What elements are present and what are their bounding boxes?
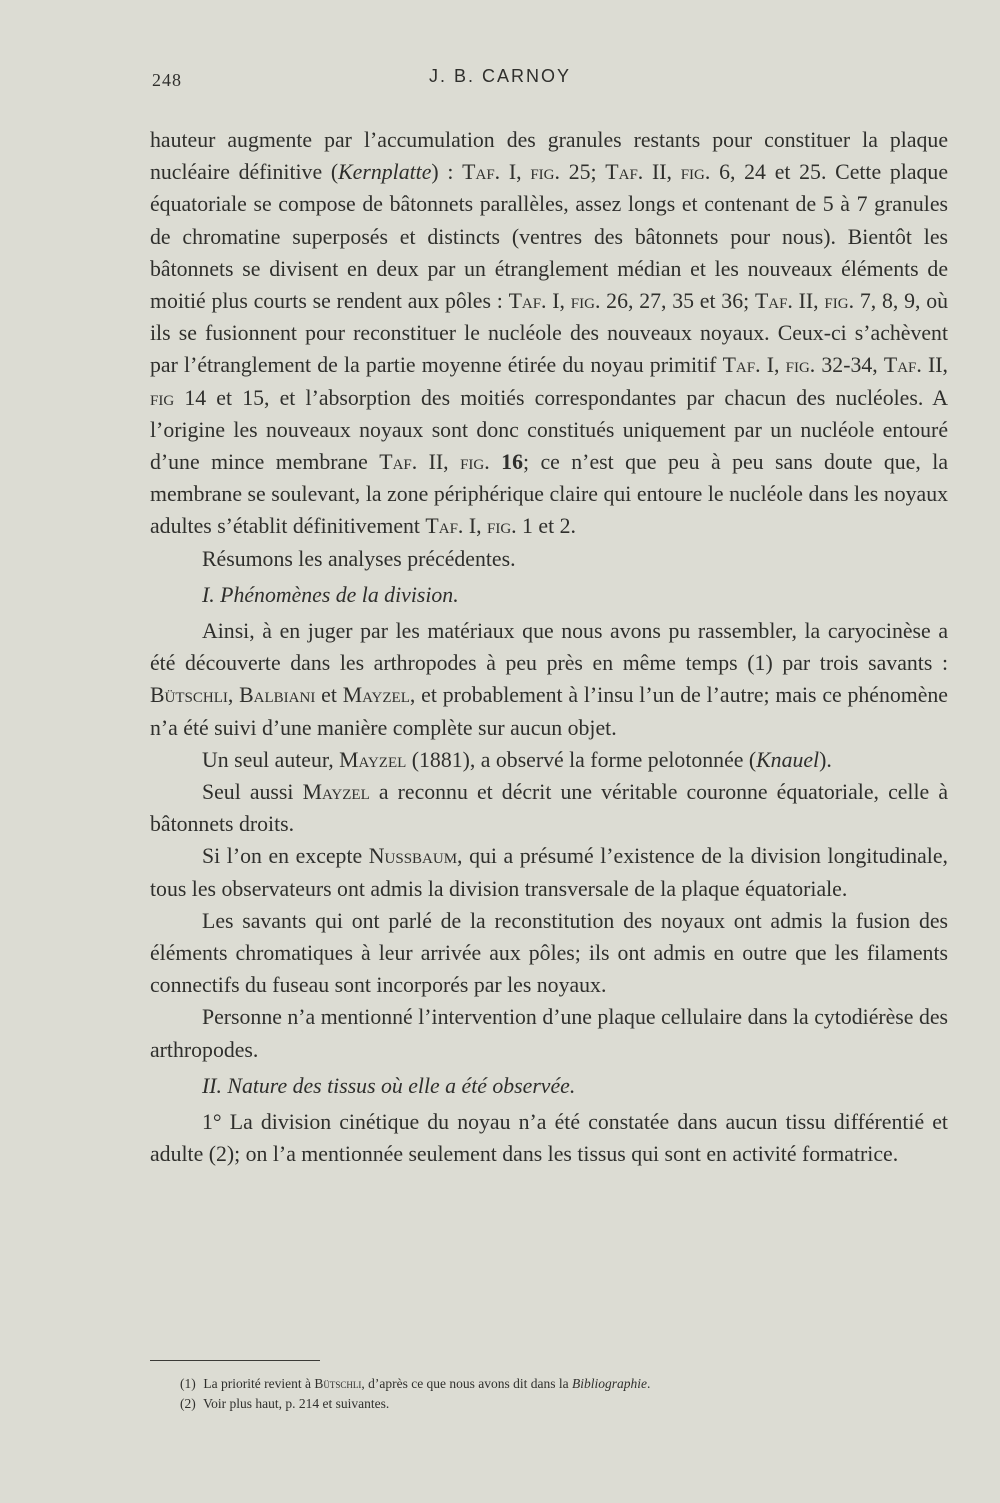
body-text: [150, 124, 948, 1171]
footnote-2: (2) Voir plus haut, p. 214 et suivantes.: [180, 1396, 390, 1411]
paragraph-3: Ainsi, à en juger par les matériaux que nous avons pu rassembler, la caryocinèse a été découverte dans les arthropodes à peu près en même temps (1) par trois savants : Bütschli, Balbiani et Mayzel, et probablement à l’insu l’un de l’autre; mais ce phénomène n’a été suivi d’une manière complète sur aucun objet.: [150, 619, 948, 740]
footnote-rule: [150, 1360, 320, 1361]
section-heading-1: I. Phénomènes de la division.: [202, 582, 459, 607]
paragraph-8: Personne n’a mentionné l’intervention d’une plaque cellulaire dans la cytodiérèse des arthropodes.: [150, 1005, 948, 1062]
footnotes: [180, 1374, 946, 1414]
page-number: 248: [152, 70, 182, 90]
section-heading-2: II. Nature des tissus où elle a été observée.: [202, 1073, 576, 1098]
paragraph-6: Si l’on en excepte Nussbaum, qui a présumé l’existence de la division longitudinale, tous les observateurs ont admis la division transversale de la plaque équatoriale.: [150, 844, 948, 901]
paragraph-7: Les savants qui ont parlé de la reconstitution des noyaux ont admis la fusion des éléments chromatiques à leur arrivée aux pôles; ils ont admis en outre que les filaments connectifs du fuseau sont incorporés par les noyaux.: [150, 908, 948, 998]
paragraph-5: Seul aussi Mayzel a reconnu et décrit une véritable couronne équatoriale, celle à bâtonnets droits.: [150, 780, 948, 837]
paragraph-2: Résumons les analyses précédentes.: [202, 546, 516, 571]
paragraph-4: Un seul auteur, Mayzel (1881), a observé la forme pelotonnée (Knauel).: [202, 747, 832, 772]
running-head: J. B. CARNOY: [428, 66, 572, 86]
footnote-1: (1) La priorité revient à Bütschli, d’après ce que nous avons dit dans la Bibliographie.: [180, 1376, 651, 1391]
paragraph-1: hauteur augmente par l’accumulation des granules restants pour constituer la plaque nucléaire définitive (Kernplatte) : Taf. I, fig. 25; Taf. II, fig. 6, 24 et 25. Cette plaque équatoriale se compose de bâtonnets parallèles, assez longs et contenant de 5 à 7 granules de chromatine superposés et distincts (ventres des bâtonnets pour nous). Bientôt les bâtonnets se divisent en deux par un étranglement médian et les nouveaux éléments de moitié plus courts se rendent aux pôles : Taf. I, fig. 26, 27, 35 et 36; Taf. II, fig. 7, 8, 9, où ils se fusionnent pour reconstituer le nucléole des nouveaux noyaux. Ceux-ci s’achèvent par l’étranglement de la partie moyenne étirée du noyau primitif Taf. I, fig. 32-34, Taf. II, fig 14 et 15, et l’absorption des moitiés correspondantes par chacun des nucléoles. A l’origine les nouveaux noyaux sont donc constitués uniquement par un nucléole entouré d’une mince membrane Taf. II, fig. 16; ce n’est que peu à peu sans doute que, la membrane se soulevant, la zone périphérique claire qui entoure le nucléole dans les noyaux adultes s’établit définitivement Taf. I, fig. 1 et 2.: [150, 128, 949, 539]
paragraph-9: 1° La division cinétique du noyau n’a été constatée dans aucun tissu différentié et adulte (2); on l’a mentionnée seulement dans les tissus qui sont en activité formatrice.: [150, 1110, 948, 1167]
